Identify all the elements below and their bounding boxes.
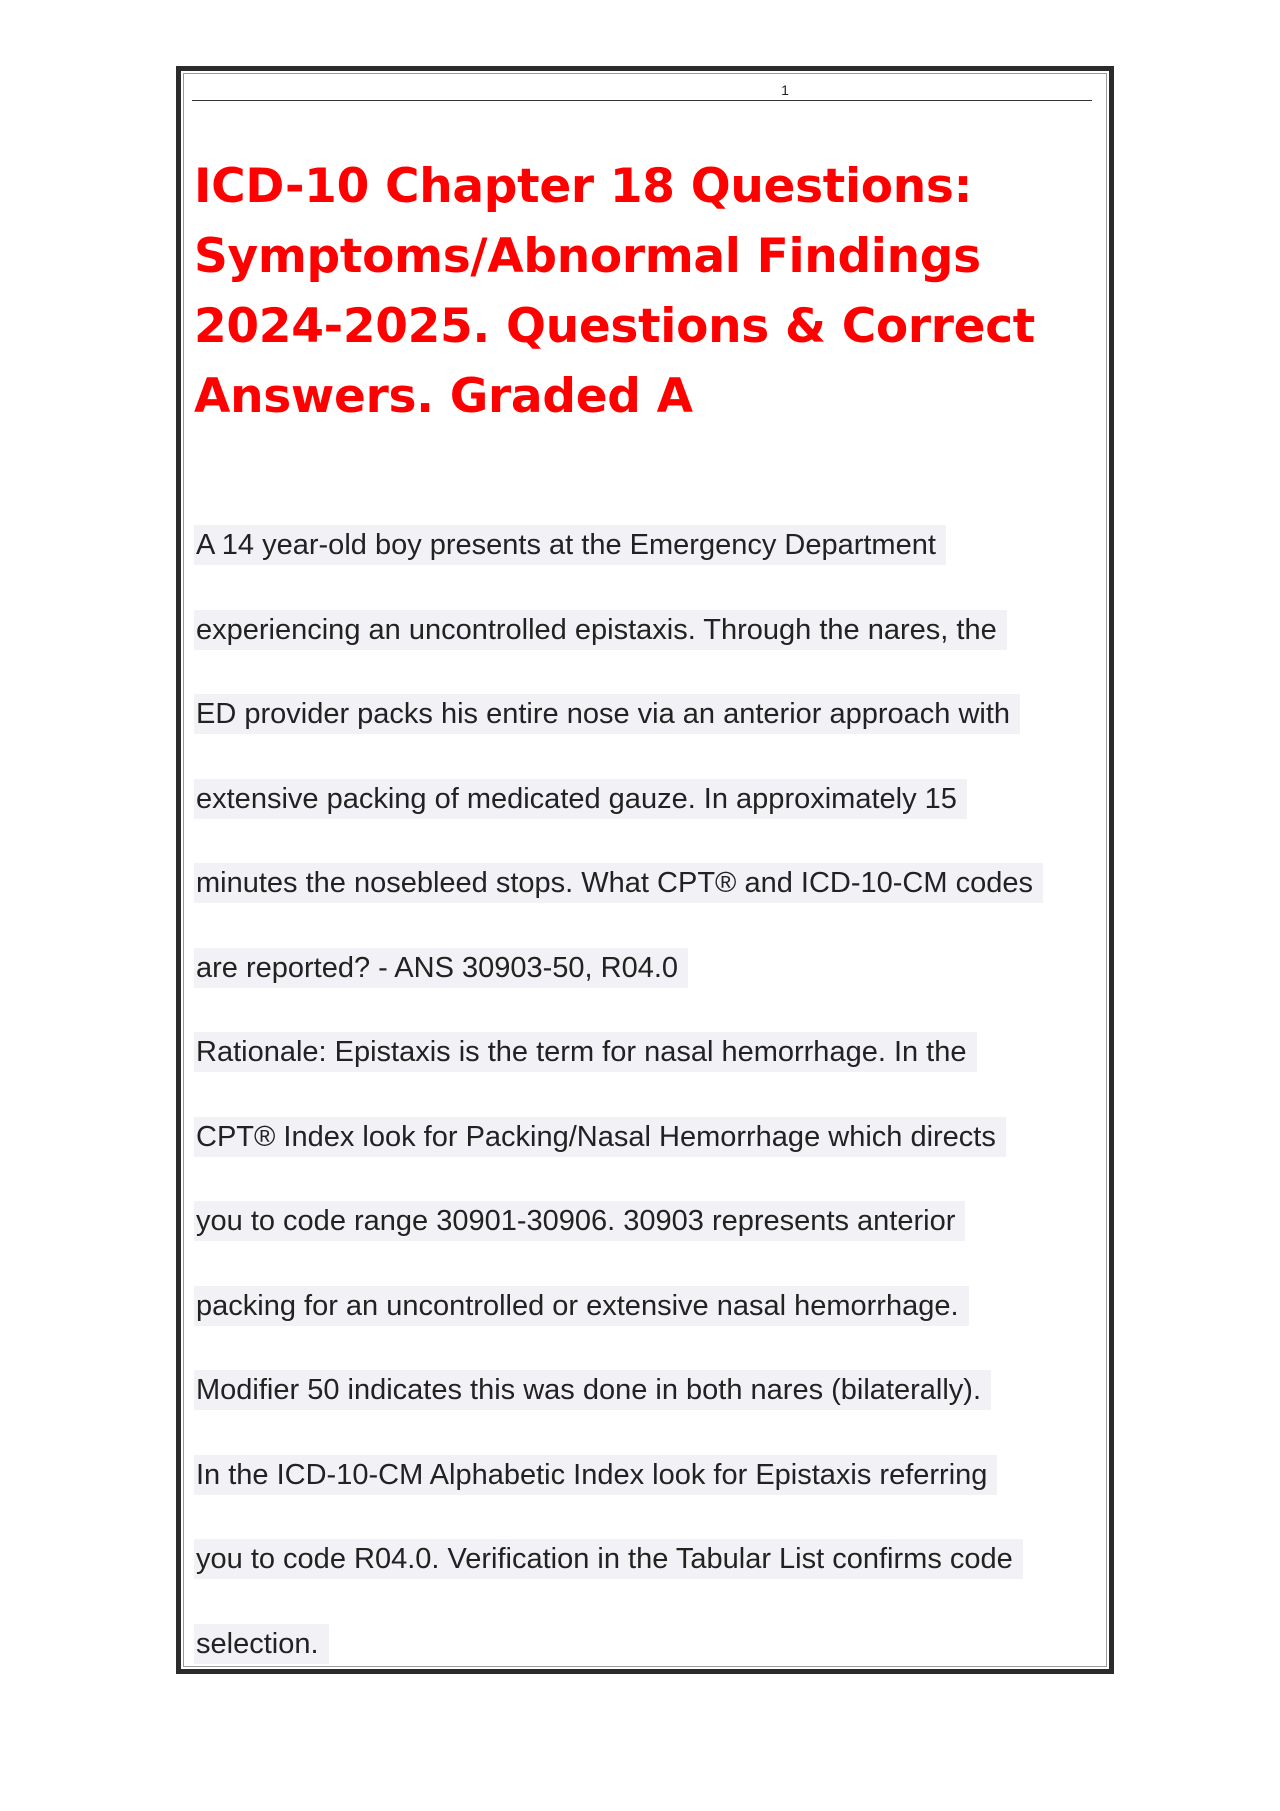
rationale-line bbox=[194, 1024, 1094, 1109]
body-line bbox=[194, 1362, 1094, 1447]
page-number: 1 bbox=[781, 82, 789, 98]
title-line: Symptoms/Abnormal Findings bbox=[194, 229, 981, 284]
title-line: Answers. Graded A bbox=[194, 369, 693, 424]
body-line-text: extensive packing of medicated gauze. In approximately 15 bbox=[194, 779, 967, 819]
body-line bbox=[194, 1278, 1094, 1363]
body-line bbox=[194, 517, 1094, 602]
body-line bbox=[194, 686, 1094, 771]
body-line bbox=[194, 771, 1094, 856]
body-line bbox=[194, 1193, 1094, 1278]
body-line-text: Rationale: Epistaxis is the term for nasal hemorrhage. In the bbox=[194, 1032, 977, 1072]
body-line bbox=[194, 602, 1094, 687]
body-line-text: selection. bbox=[194, 1624, 329, 1664]
body-line bbox=[194, 855, 1094, 940]
question-answer-body bbox=[194, 517, 1094, 1700]
body-line-text: you to code R04.0. Verification in the Tabular List confirms code bbox=[194, 1539, 1023, 1579]
body-line-text: CPT® Index look for Packing/Nasal Hemorrhage which directs bbox=[194, 1117, 1006, 1157]
body-line-text: are reported? - ANS 30903-50, R04.0 bbox=[194, 948, 688, 988]
document-title bbox=[194, 152, 1084, 432]
body-line bbox=[194, 1616, 1094, 1701]
body-line-text: Modifier 50 indicates this was done in both nares (bilaterally). bbox=[194, 1370, 991, 1410]
title-line: ICD-10 Chapter 18 Questions: bbox=[194, 159, 973, 214]
body-line bbox=[194, 1109, 1094, 1194]
body-line-text: you to code range 30901-30906. 30903 represents anterior bbox=[194, 1201, 965, 1241]
title-line: 2024-2025. Questions & Correct bbox=[194, 299, 1035, 354]
body-line-text: minutes the nosebleed stops. What CPT® and ICD-10-CM codes bbox=[194, 863, 1043, 903]
body-line-text: A 14 year-old boy presents at the Emergency Department bbox=[194, 525, 946, 565]
body-line bbox=[194, 1447, 1094, 1532]
body-line-text: ED provider packs his entire nose via an anterior approach with bbox=[194, 694, 1020, 734]
body-line-text: experiencing an uncontrolled epistaxis. Through the nares, the bbox=[194, 610, 1007, 650]
body-line-text: packing for an uncontrolled or extensive nasal hemorrhage. bbox=[194, 1286, 969, 1326]
body-line-text: In the ICD-10-CM Alphabetic Index look for Epistaxis referring bbox=[194, 1455, 997, 1495]
body-line bbox=[194, 1531, 1094, 1616]
answer-line bbox=[194, 940, 1094, 1025]
header-rule bbox=[192, 100, 1092, 101]
